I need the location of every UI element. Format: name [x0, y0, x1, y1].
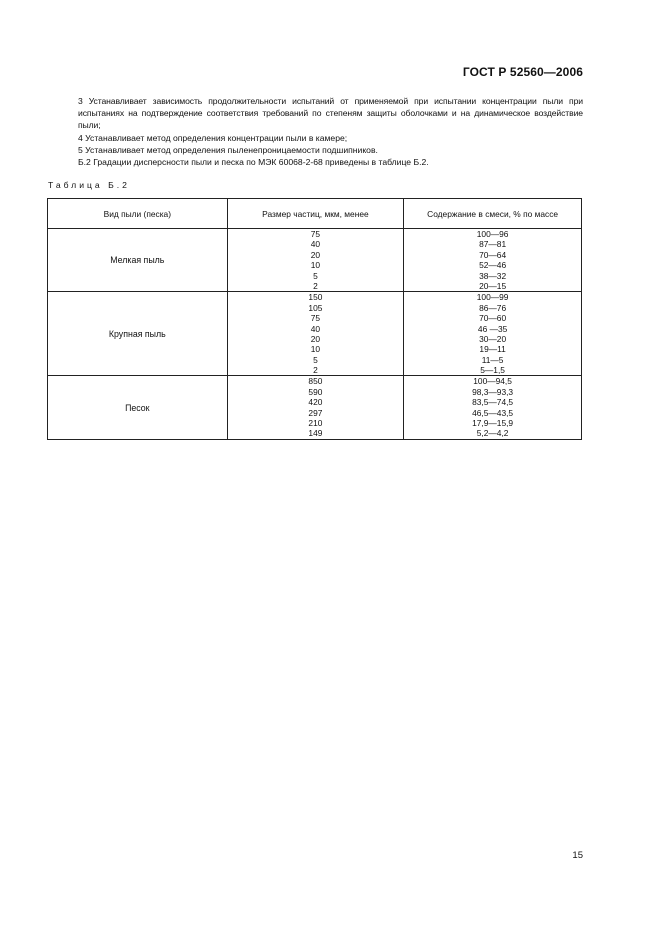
mixture-content-cell [404, 376, 582, 439]
body-text [78, 95, 583, 168]
mixture-content-value: 98,3—93,3 [472, 386, 514, 397]
mixture-content-value: 30—20 [479, 333, 507, 344]
particle-size-value: 75 [310, 313, 321, 324]
mixture-content-value: 100—99 [476, 292, 509, 303]
mixture-content-value: 46,5—43,5 [472, 407, 514, 418]
particle-size-value: 850 [308, 376, 323, 387]
table-body [48, 229, 582, 440]
dust-type-cell: Крупная пыль [48, 292, 228, 376]
page-number: 15 [572, 850, 583, 861]
particle-size-value: 20 [310, 333, 321, 344]
mixture-content-value: 38—32 [479, 270, 507, 281]
particle-size-cell [227, 229, 404, 292]
particle-size-value: 5 [313, 354, 318, 365]
paragraph-item-5: 5 Устанавливает метод определения пыленепроницаемости подшипников. [78, 144, 378, 155]
paragraph-b2: Б.2 Градации дисперсности пыли и песка по МЭК 60068-2-68 приведены в таблице Б.2. [78, 157, 429, 168]
paragraph-item-4: 4 Устанавливает метод определения концентрации пыли в камере; [78, 132, 348, 143]
header-particle-size: Размер частиц, мкм, менее [227, 199, 404, 229]
mixture-content-value: 100—96 [476, 229, 509, 239]
mixture-content-value: 17,9—15,9 [472, 418, 514, 429]
dust-gradation-table [47, 198, 582, 440]
mixture-content-value: 19—11 [479, 344, 506, 355]
mixture-content-value: 83,5—74,5 [472, 397, 514, 408]
mixture-content-value: 5,2—4,2 [476, 428, 509, 439]
table-row [48, 292, 582, 376]
particle-size-value: 20 [310, 249, 321, 260]
particle-size-cell [227, 376, 404, 439]
particle-size-cell [227, 292, 404, 376]
particle-size-value: 40 [310, 323, 321, 334]
mixture-content-value: 87—81 [479, 239, 507, 250]
paragraph-item-3: 3 Устанавливает зависимость продолжительности испытаний от применяемой при испытании концентрации пыли при испытаниях на подтверждение соответствия требований по степеням защиты оболочками и на динамическое воздействие пыли; [78, 96, 583, 131]
particle-size-value: 150 [308, 292, 323, 303]
particle-size-value: 210 [308, 418, 323, 429]
particle-size-value: 420 [308, 397, 323, 408]
header-dust-type: Вид пыли (песка) [48, 199, 228, 229]
particle-size-value: 10 [310, 344, 321, 355]
mixture-content-value: 5—1,5 [480, 365, 505, 376]
particle-size-value: 2 [313, 365, 318, 376]
table-header-row [48, 199, 582, 229]
table-caption: Таблица Б.2 [48, 180, 130, 190]
mixture-content-value: 46 —35 [477, 323, 508, 334]
mixture-content-value: 70—64 [479, 249, 507, 260]
table-row [48, 229, 582, 292]
mixture-content-value: 86—76 [479, 302, 507, 313]
mixture-content-value: 20—15 [479, 280, 507, 291]
mixture-content-cell [404, 229, 582, 292]
table-row [48, 376, 582, 439]
particle-size-value: 5 [313, 270, 318, 281]
particle-size-value: 590 [308, 386, 323, 397]
mixture-content-value: 70—60 [479, 313, 507, 324]
particle-size-value: 149 [308, 428, 323, 439]
mixture-content-cell [404, 292, 582, 376]
header-mixture-content: Содержание в смеси, % по массе [404, 199, 582, 229]
mixture-content-value: 52—46 [479, 260, 507, 271]
particle-size-value: 297 [308, 407, 323, 418]
particle-size-value: 40 [310, 239, 321, 250]
mixture-content-value: 11—5 [481, 354, 504, 365]
particle-size-value: 105 [308, 302, 323, 313]
mixture-content-value: 100—94,5 [473, 376, 512, 387]
particle-size-value: 2 [313, 280, 318, 291]
dust-type-cell: Мелкая пыль [48, 229, 228, 292]
particle-size-value: 75 [310, 229, 321, 239]
dust-type-cell: Песок [48, 376, 228, 439]
particle-size-value: 10 [310, 260, 321, 271]
document-code: ГОСТ Р 52560—2006 [462, 65, 583, 79]
